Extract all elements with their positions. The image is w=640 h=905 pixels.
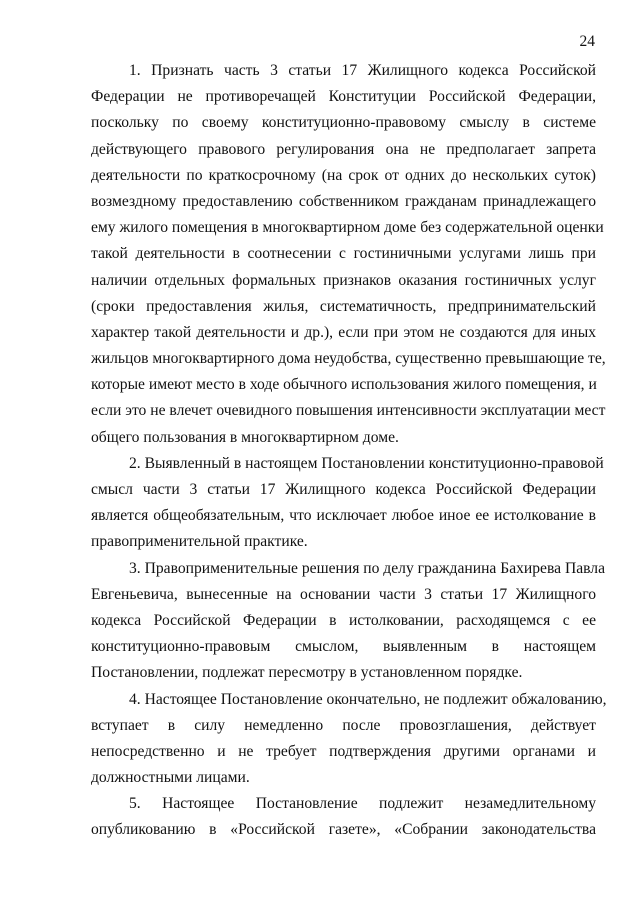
text-line: смысл части 3 статьи 17 Жилищного кодекса Российской Федерации bbox=[91, 481, 596, 498]
text-line: характер такой деятельности и др.), если при этом не создаются для иных bbox=[91, 323, 596, 341]
text-line: наличии отдельных формальных признаков оказания гостиничных услуг bbox=[91, 271, 596, 289]
text-line: 1. Признать часть 3 статьи 17 Жилищного кодекса Российской bbox=[129, 62, 596, 79]
text-line: поскольку по своему конституционно-правовому смыслу в системе bbox=[91, 114, 596, 132]
text-line: если это не влечет очевидного повышения интенсивности эксплуатации мест bbox=[91, 402, 606, 420]
text-line: жильцов многоквартирного дома неудобства, существенно превышающие те, bbox=[91, 350, 606, 368]
text-line: такой деятельности в соотнесении с гостиничными услугами лишь при bbox=[91, 245, 596, 263]
text-line: непосредственно и не требует подтверждения другими органами и bbox=[91, 742, 596, 760]
text-line: конституционно-правовым смыслом, выявленным в настоящем bbox=[91, 638, 596, 656]
paragraph-2 bbox=[91, 451, 604, 556]
text-line: вступает в силу немедленно после провозглашения, действует bbox=[91, 716, 596, 734]
text-line: которые имеют место в ходе обычного использования жилого помещения, и bbox=[91, 376, 597, 394]
text-line: 4. Настоящее Постановление окончательно, не подлежит обжалованию, bbox=[129, 690, 607, 708]
paragraph-5 bbox=[91, 791, 596, 843]
paragraph-1 bbox=[91, 58, 606, 451]
text-line: кодекса Российской Федерации в истолковании, расходящемся с ее bbox=[91, 611, 596, 629]
page-number: 24 bbox=[579, 33, 595, 50]
document-body bbox=[91, 58, 607, 844]
text-line: правоприменительной практике. bbox=[91, 533, 308, 551]
text-line: является общеобязательным, что исключает любое иное ее истолкование в bbox=[91, 507, 596, 525]
text-line: 2. Выявленный в настоящем Постановлении конституционно-правовой bbox=[129, 454, 604, 472]
text-line: Федерации не противоречащей Конституции Российской Федерации, bbox=[91, 88, 596, 106]
paragraph-4 bbox=[91, 687, 607, 792]
text-line: ему жилого помещения в многоквартирном доме без содержательной оценки bbox=[91, 219, 604, 237]
text-line: общего пользования в многоквартирном доме. bbox=[91, 428, 399, 446]
text-line: возмездному предоставлению собственником гражданам принадлежащего bbox=[91, 192, 596, 210]
paragraph-3 bbox=[91, 556, 605, 687]
text-line: действующего правового регулирования она не предполагает запрета bbox=[91, 140, 596, 158]
text-line: (сроки предоставления жилья, систематичность, предпринимательский bbox=[91, 297, 596, 315]
text-line: должностными лицами. bbox=[91, 769, 250, 787]
text-line: опубликованию в «Российской газете», «Собрании законодательства bbox=[91, 821, 596, 839]
text-line: Евгеньевича, вынесенные на основании части 3 статьи 17 Жилищного bbox=[91, 585, 596, 603]
text-line: деятельности по краткосрочному (на срок от одних до нескольких суток) bbox=[91, 166, 596, 184]
text-line: 3. Правоприменительные решения по делу гражданина Бахирева Павла bbox=[129, 559, 605, 577]
text-line: Постановлении, подлежат пересмотру в установленном порядке. bbox=[91, 664, 523, 682]
text-line: 5. Настоящее Постановление подлежит незамедлительному bbox=[129, 795, 596, 813]
